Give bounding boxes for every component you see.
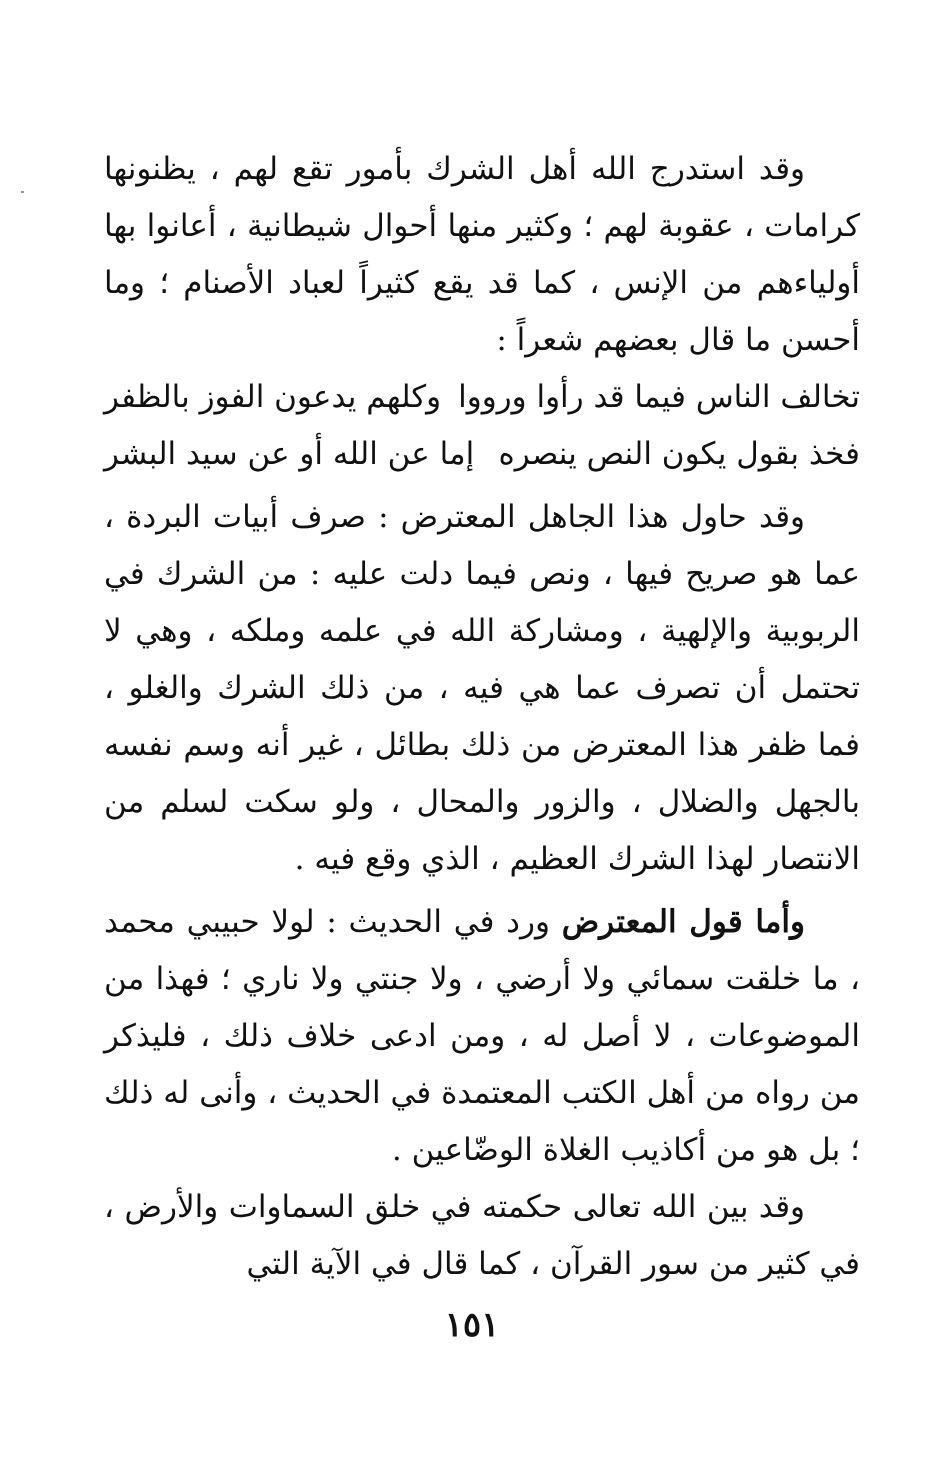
paragraph-3 xyxy=(104,894,860,1179)
poem-verse-1-first-hemistich: تخالف الناس فيما قد رأوا ورووا xyxy=(458,379,860,415)
poem-verse-1-second-hemistich: وكلهم يدعون الفوز بالظفر xyxy=(104,379,442,415)
scan-speck xyxy=(21,191,24,193)
page-body xyxy=(104,141,860,1293)
poem-verse-2-second-hemistich: إما عن الله أو عن سيد البشر xyxy=(104,436,475,472)
paragraph-3-lead: وأما قول المعترض xyxy=(561,904,805,940)
paragraph-3-body: ورد في الحديث : لولا حبيبي محمد ، ما خلقت سمائي ولا أرضي ، ولا جنتي ولا ناري ؛ فهذا من الموضوعات ، لا أصل له ، ومن ادعى خلاف ذلك ، فليذكر من رواه من أهل الكتب المعتمدة في الحديث ، وأنى له ذلك ؛ بل هو من أكاذيب الغلاة الوضّاعين . xyxy=(104,904,860,1168)
poem-verse-2 xyxy=(104,426,860,483)
paragraph-1: وقد استدرج الله أهل الشرك بأمور تقع لهم ، يظنونها كرامات ، عقوبة لهم ؛ وكثير منها أحوال شيطانية ، أعانوا بها أولياءهم من الإنس ، كما قد يقع كثيراً لعباد الأصنام ؛ وما أحسن ما قال بعضهم شعراً : xyxy=(104,151,860,358)
page-number: ١٥١ xyxy=(444,1305,500,1345)
poem-verse-2-first-hemistich: فخذ بقول يكون النص ينصره xyxy=(498,436,860,472)
paragraph-2: وقد حاول هذا الجاهل المعترض : صرف أبيات البردة ، عما هو صريح فيها ، ونص فيما دلت عليه : من الشرك في الربوبية والإلهية ، ومشاركة الله في علمه وملكه ، وهي لا تحتمل أن تصرف عما هي فيه ، من ذلك الشرك والغلو ، فما ظفر هذا المعترض من ذلك بطائل ، غير أنه وسم نفسه بالجهل والضلال ، والزور والمحال ، ولو سكت لسلم من الانتصار لهذا الشرك العظيم ، الذي وقع فيه . xyxy=(104,499,860,877)
paragraph-4: وقد بين الله تعالى حكمته في خلق السماوات والأرض ، في كثير من سور القرآن ، كما قال في الآية التي xyxy=(104,1189,860,1282)
poem-verse-1 xyxy=(104,369,860,426)
